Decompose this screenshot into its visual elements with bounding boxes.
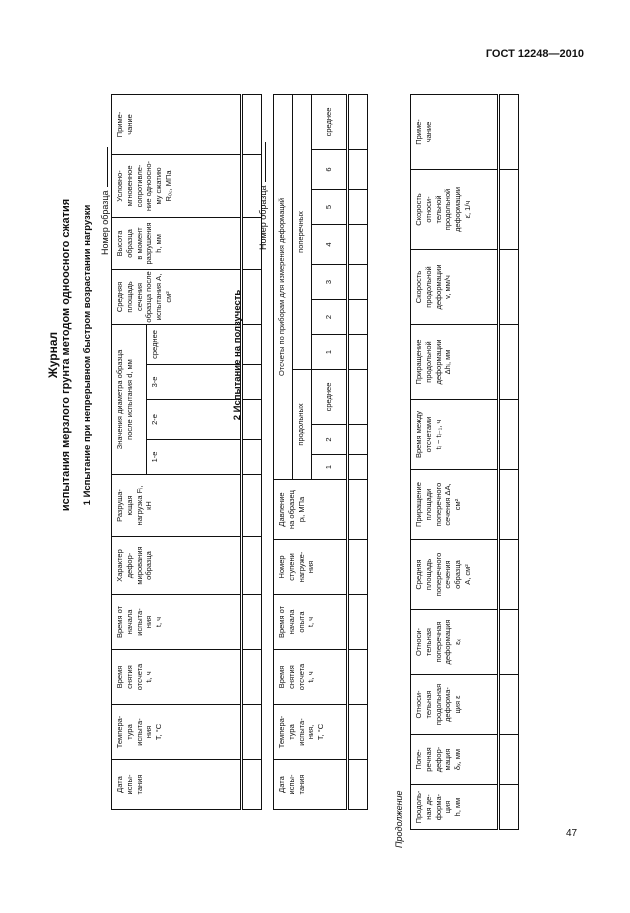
journal-title: Журнал — [46, 331, 60, 379]
table-cell — [348, 94, 368, 149]
col-header-pressure: Давление на образец pᵢ, МПа — [274, 480, 348, 540]
standard-number: ГОСТ 12248—2010 — [485, 48, 584, 60]
table-row — [348, 94, 368, 809]
col-header-note: Приме- чание — [411, 95, 499, 170]
table-cell — [348, 650, 368, 705]
col-header-load-step: Номер ступени нагруже- ния — [274, 540, 348, 595]
col-header-time-between: Время между отсчетами tᵢ − tᵢ₋₁, ч — [411, 400, 499, 470]
col-header-d3: 3-е — [147, 365, 242, 400]
table-cell — [348, 265, 368, 300]
table-cell — [499, 95, 519, 170]
table-cell — [499, 675, 519, 735]
table-cell — [348, 705, 368, 760]
col-header-long-mean: среднее — [312, 370, 348, 425]
table-cell — [348, 190, 368, 225]
table-cell — [242, 705, 262, 760]
table-cell — [348, 300, 368, 335]
table-cell — [499, 610, 519, 675]
table-cell — [242, 269, 262, 324]
table-cell — [348, 595, 368, 650]
col-header-mean-area: Средняя площадь сечения образца после испытания A, см² — [112, 269, 242, 324]
table-cell — [348, 760, 368, 810]
col-header-trans-3: 3 — [312, 265, 348, 300]
table-cell — [499, 470, 519, 540]
table-creep-test — [273, 94, 368, 810]
table-cell — [242, 760, 262, 810]
table-creep-continuation — [410, 94, 519, 830]
sample-number-label-2: Номер образца — [258, 142, 268, 250]
col-header-reading-time: Время снятия отсчета tᵢ, ч — [112, 650, 242, 705]
col-header-rel-long-deformation: Относи- тельная продольная деформа- ция ε — [411, 675, 499, 735]
table-cell — [499, 250, 519, 325]
table-cell — [348, 335, 368, 370]
table-cell — [242, 537, 262, 595]
col-header-longitudinal: продольных — [293, 370, 312, 480]
col-header-long-1: 1 — [312, 455, 348, 480]
col-header-trans-4: 4 — [312, 225, 348, 265]
col-header-date: Дата испы- тания — [274, 760, 348, 810]
col-header-reading-time: Время снятия отсчета tᵢ, ч — [274, 650, 348, 705]
table-cell — [499, 325, 519, 400]
table-cell — [242, 475, 262, 537]
col-header-d-mean: среднее — [147, 324, 242, 364]
journal-subtitle: испытания мерзлого грунта методом одноосного сжатия — [60, 198, 72, 512]
col-header-trans-deformation: Попе- речная дефор- мация δₓ, мм — [411, 735, 499, 785]
col-header-trans-mean: среднее — [312, 94, 348, 149]
col-header-elapsed-time: Время от начала испыта- ния t, ч — [112, 595, 242, 650]
table-cell — [242, 400, 262, 440]
table-cell — [499, 735, 519, 785]
table-cell — [242, 595, 262, 650]
col-header-strength: Условно- мгновенное сопротивле- ние одноосно- му сжатию R₀꜀, МПа — [112, 154, 242, 217]
col-header-trans-2: 2 — [312, 300, 348, 335]
col-header-trans-6: 6 — [312, 150, 348, 190]
col-header-date: Дата испы- тания — [112, 760, 242, 810]
col-header-height: Высота образца в момент разрушения h, мм — [112, 217, 242, 269]
col-header-note: Приме- чание — [112, 94, 242, 154]
rotated-journal-content — [48, 80, 528, 850]
table-cell — [242, 365, 262, 400]
col-header-temperature: Темпера- тура испыта- ния T, °C — [112, 705, 242, 760]
col-header-long-increment: Приращение продольной деформации Δhᵢ, мм — [411, 325, 499, 400]
table-cell — [348, 370, 368, 425]
col-header-temperature: Темпера- тура испыта- ния, T, °C — [274, 705, 348, 760]
col-header-transverse: поперечных — [293, 94, 312, 369]
table-cell — [348, 480, 368, 540]
col-header-d2: 2-е — [147, 400, 242, 440]
col-header-long-deformation: Продоль- ная де- форма- ция h, мм — [411, 785, 499, 830]
page-number: 47 — [566, 828, 578, 839]
table-cell — [348, 455, 368, 480]
table-cell — [348, 425, 368, 455]
table-row — [499, 95, 519, 830]
col-header-trans-5: 5 — [312, 190, 348, 225]
section2-heading: 2 Испытание на ползучесть — [232, 289, 243, 421]
col-header-elapsed-time: Время от начала опыта t, ч — [274, 595, 348, 650]
col-header-rel-long-rate: Скорость относи- тельной продольной деформации ε̇, 1/ч — [411, 170, 499, 250]
table-cell — [499, 785, 519, 830]
table-cell — [499, 540, 519, 610]
table-cell — [499, 400, 519, 470]
col-header-long-rate: Скорость продольной деформации v, мм/ч — [411, 250, 499, 325]
section1-heading: 1 Испытание при непрерывном быстром возрастании нагрузки — [82, 204, 93, 506]
col-header-diameter-group: Значения диаметра образца после испытания d, мм — [112, 324, 147, 474]
col-header-readings-group: Отсчеты по приборам для измерения деформаций — [274, 94, 293, 479]
col-header-rel-trans-deformation: Относи- тельная поперечная деформация εₓ — [411, 610, 499, 675]
table-cell — [242, 440, 262, 475]
table-cell — [348, 225, 368, 265]
col-header-mean-cross-area: Средняя площадь поперечного сечения образца A, см² — [411, 540, 499, 610]
table-cell — [348, 540, 368, 595]
table-cell — [242, 650, 262, 705]
col-header-trans-1: 1 — [312, 335, 348, 370]
sample-number-label-1: Номер образца — [100, 147, 110, 255]
col-header-failure-load: Разруша- ющая нагрузка Fᵢ, кН — [112, 475, 242, 537]
table-cell — [348, 150, 368, 190]
continuation-label: Продолжение — [394, 790, 404, 848]
table-cell — [242, 324, 262, 364]
col-header-long-2: 2 — [312, 425, 348, 455]
col-header-d1: 1-е — [147, 440, 242, 475]
col-header-area-increment: Приращение площади поперечного сечения ΔA, см² — [411, 470, 499, 540]
col-header-deformation-type: Характер дефор- мирования образца — [112, 537, 242, 595]
table-cell — [499, 170, 519, 250]
